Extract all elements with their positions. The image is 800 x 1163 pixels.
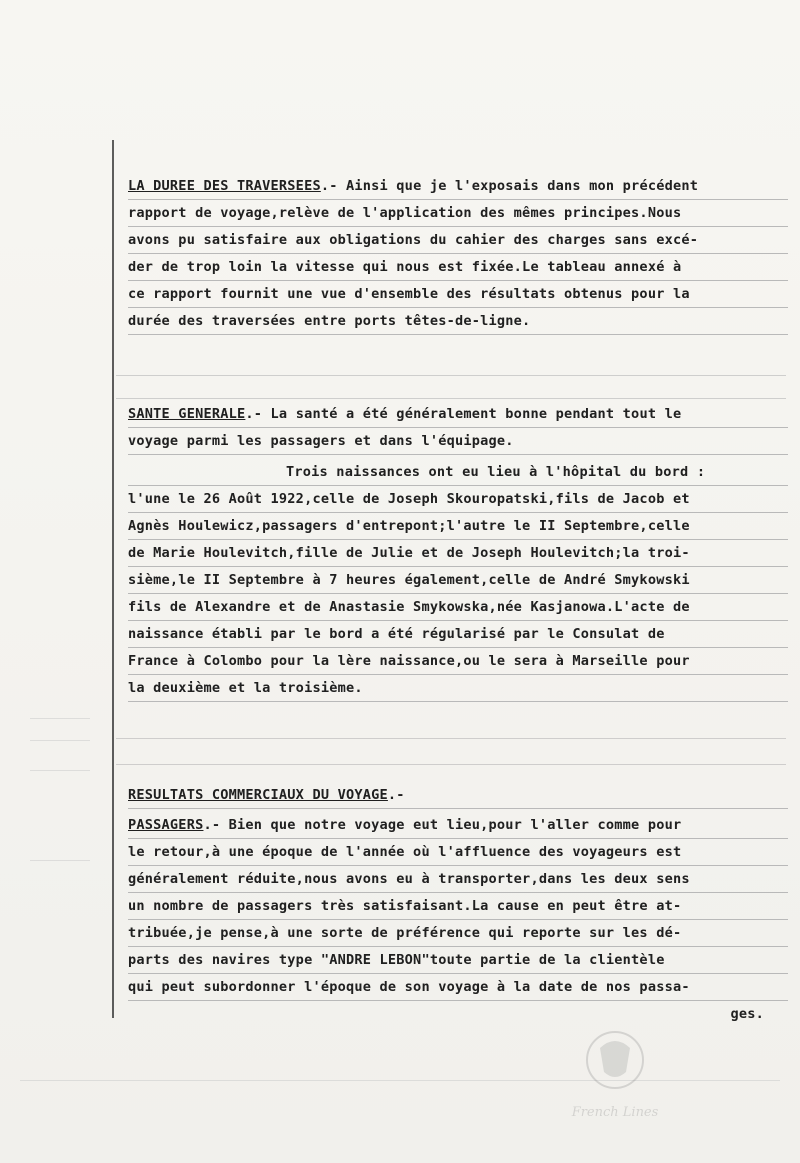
text-line: voyage parmi les passagers et dans l'équipage. xyxy=(128,431,788,455)
blank-ruled-line xyxy=(116,764,786,765)
text-line: RESULTATS COMMERCIAUX DU VOYAGE.- xyxy=(128,785,788,809)
text-line: un nombre de passagers très satisfaisant.La cause en peut être at- xyxy=(128,896,788,920)
scan-mark xyxy=(30,740,90,741)
text-line: tribuée,je pense,à une sorte de préférence qui reporte sur les dé- xyxy=(128,923,788,947)
text-line: de Marie Houlevitch,fille de Julie et de Joseph Houlevitch;la troi- xyxy=(128,543,788,567)
text-line: LA DUREE DES TRAVERSEES.- Ainsi que je l'exposais dans mon précédent xyxy=(128,176,788,200)
blank-ruled-line xyxy=(116,398,786,399)
section-heading: SANTE GENERALE xyxy=(128,406,246,422)
scan-mark xyxy=(30,718,90,719)
text-line: la deuxième et la troisième. xyxy=(128,678,788,702)
text-line: durée des traversées entre ports têtes-de-ligne. xyxy=(128,311,788,335)
text-line: généralement réduite,nous avons eu à transporter,dans les deux sens xyxy=(128,869,788,893)
archive-watermark-logo xyxy=(560,1020,670,1130)
text-line: l'une le 26 Août 1922,celle de Joseph Skouropatski,fils de Jacob et xyxy=(128,489,788,513)
text-line: parts des navires type "ANDRE LEBON"toute partie de la clientèle xyxy=(128,950,788,974)
text-line: rapport de voyage,relève de l'application des mêmes principes.Nous xyxy=(128,203,788,227)
text-line: le retour,à une époque de l'année où l'affluence des voyageurs est xyxy=(128,842,788,866)
text-line: der de trop loin la vitesse qui nous est fixée.Le tableau annexé à xyxy=(128,257,788,281)
section-heading: PASSAGERS xyxy=(128,817,204,833)
text-line: PASSAGERS.- Bien que notre voyage eut lieu,pour l'aller comme pour xyxy=(128,815,788,839)
text-line: Agnès Houlewicz,passagers d'entrepont;l'autre le II Septembre,celle xyxy=(128,516,788,540)
text-line: naissance établi par le bord a été régularisé par le Consulat de xyxy=(128,624,788,648)
blank-ruled-line xyxy=(116,375,786,376)
text-line: fils de Alexandre et de Anastasie Smykowska,née Kasjanowa.L'acte de xyxy=(128,597,788,621)
text-line: sième,le II Septembre à 7 heures également,celle de André Smykowski xyxy=(128,570,788,594)
scan-mark xyxy=(30,770,90,771)
watermark-text: French Lines xyxy=(571,1105,659,1120)
text-line: avons pu satisfaire aux obligations du cahier des charges sans excé- xyxy=(128,230,788,254)
text-line: ges. xyxy=(730,1006,764,1022)
text-line: qui peut subordonner l'époque de son voyage à la date de nos passa- xyxy=(128,977,788,1001)
section-heading: LA DUREE DES TRAVERSEES xyxy=(128,178,321,194)
margin-rule xyxy=(112,140,114,1018)
text-line: ce rapport fournit une vue d'ensemble des résultats obtenus pour la xyxy=(128,284,788,308)
blank-ruled-line xyxy=(116,738,786,739)
section-heading: RESULTATS COMMERCIAUX DU VOYAGE xyxy=(128,787,388,803)
text-line: France à Colombo pour la lère naissance,ou le sera à Marseille pour xyxy=(128,651,788,675)
scan-mark xyxy=(30,860,90,861)
text-line: Trois naissances ont eu lieu à l'hôpital du bord : xyxy=(128,462,788,486)
text-line: SANTE GENERALE.- La santé a été généralement bonne pendant tout le xyxy=(128,404,788,428)
